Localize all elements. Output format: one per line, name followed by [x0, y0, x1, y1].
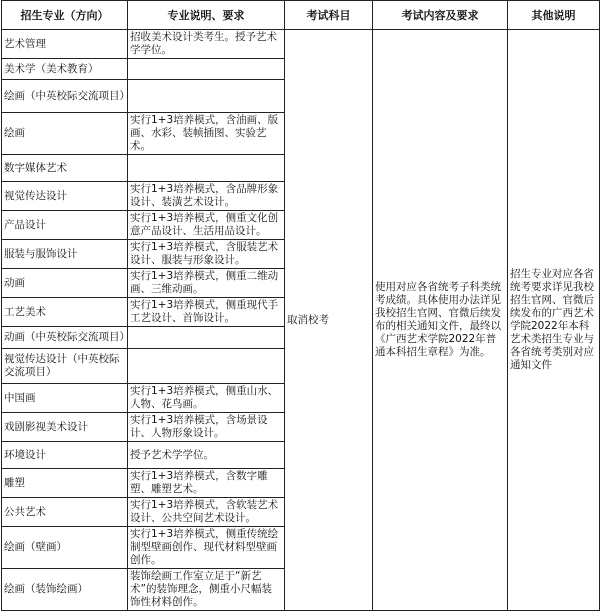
description-cell	[128, 59, 285, 80]
major-cell: 服装与服饰设计	[2, 240, 128, 269]
description-cell: 实行1+3培养模式，侧重山水、人物、花鸟画。	[128, 384, 285, 413]
major-cell: 视觉传达设计（中英校际交流项目）	[2, 349, 128, 384]
description-cell: 实行1+3培养模式，侧重传统绘制型壁画创作、现代材料型壁画创作。	[128, 527, 285, 569]
description-cell: 实行1+3培养模式，侧重现代手工艺设计、首饰设计。	[128, 298, 285, 327]
major-cell: 绘画（中英校际交流项目）	[2, 80, 128, 113]
major-cell: 戏剧影视美术设计	[2, 413, 128, 442]
major-cell: 动画（中英校际交流项目）	[2, 327, 128, 349]
header-row	[2, 1, 600, 30]
major-cell: 绘画（壁画）	[2, 527, 128, 569]
description-cell: 实行1+3培养模式，含软装艺术设计、公共空间艺术设计。	[128, 498, 285, 527]
table-row	[2, 30, 600, 59]
major-cell: 视觉传达设计	[2, 182, 128, 211]
other-note-cell: 招生专业对应各省统考要求详见我校招生官网、官微后续发布的广西艺术学院2022年本科艺术类招生专业与各省统考类别对应通知文件	[508, 30, 600, 611]
description-cell: 实行1+3培养模式，含服装艺术设计、服装与形象设计。	[128, 240, 285, 269]
header-description: 专业说明、要求	[128, 1, 285, 30]
admissions-table	[1, 0, 600, 611]
header-other-notes: 其他说明	[508, 1, 600, 30]
major-cell: 雕塑	[2, 469, 128, 498]
major-cell: 艺术管理	[2, 30, 128, 59]
description-cell	[128, 327, 285, 349]
header-major: 招生专业（方向）	[2, 1, 128, 30]
description-cell: 实行1+3培养模式，含数字雕塑、雕塑艺术。	[128, 469, 285, 498]
description-cell	[128, 349, 285, 384]
major-cell: 环境设计	[2, 442, 128, 469]
description-cell: 实行1+3培养模式，含场景设计、人物形象设计。	[128, 413, 285, 442]
description-cell: 装饰绘画工作室立足于“新艺术”的装饰理念，侧重小尺幅装饰性材料创作。	[128, 569, 285, 611]
major-cell: 工艺美术	[2, 298, 128, 327]
major-cell: 中国画	[2, 384, 128, 413]
major-cell: 美术学（美术教育）	[2, 59, 128, 80]
description-cell: 实行1+3培养模式，含油画、版画、水彩、装帧插图、实验艺术。	[128, 113, 285, 155]
major-cell: 产品设计	[2, 211, 128, 240]
description-cell: 实行1+3培养模式，含品牌形象设计、装潢艺术设计。	[128, 182, 285, 211]
table-body	[2, 30, 600, 611]
header-exam-subject: 考试科目	[285, 1, 373, 30]
description-cell: 实行1+3培养模式，侧重文化创意产品设计、生活用品设计。	[128, 211, 285, 240]
major-cell: 绘画	[2, 113, 128, 155]
major-cell: 数字媒体艺术	[2, 155, 128, 182]
description-cell	[128, 80, 285, 113]
major-cell: 公共艺术	[2, 498, 128, 527]
description-cell: 招收美术设计类考生。授予艺术学学位。	[128, 30, 285, 59]
description-cell: 实行1+3培养模式，侧重二维动画、三维动画。	[128, 269, 285, 298]
exam-subject-cell: 取消校考	[285, 30, 373, 611]
exam-content-cell: 使用对应各省统考子科类统考成绩。具体使用办法详见我校招生官网、官微后续发布的相关通知文件，最终以《广西艺术学院2022年普通本科招生章程》为准。	[373, 30, 508, 611]
major-cell: 动画	[2, 269, 128, 298]
description-cell: 授予艺术学学位。	[128, 442, 285, 469]
header-exam-content: 考试内容及要求	[373, 1, 508, 30]
major-cell: 绘画（装饰绘画）	[2, 569, 128, 611]
description-cell	[128, 155, 285, 182]
